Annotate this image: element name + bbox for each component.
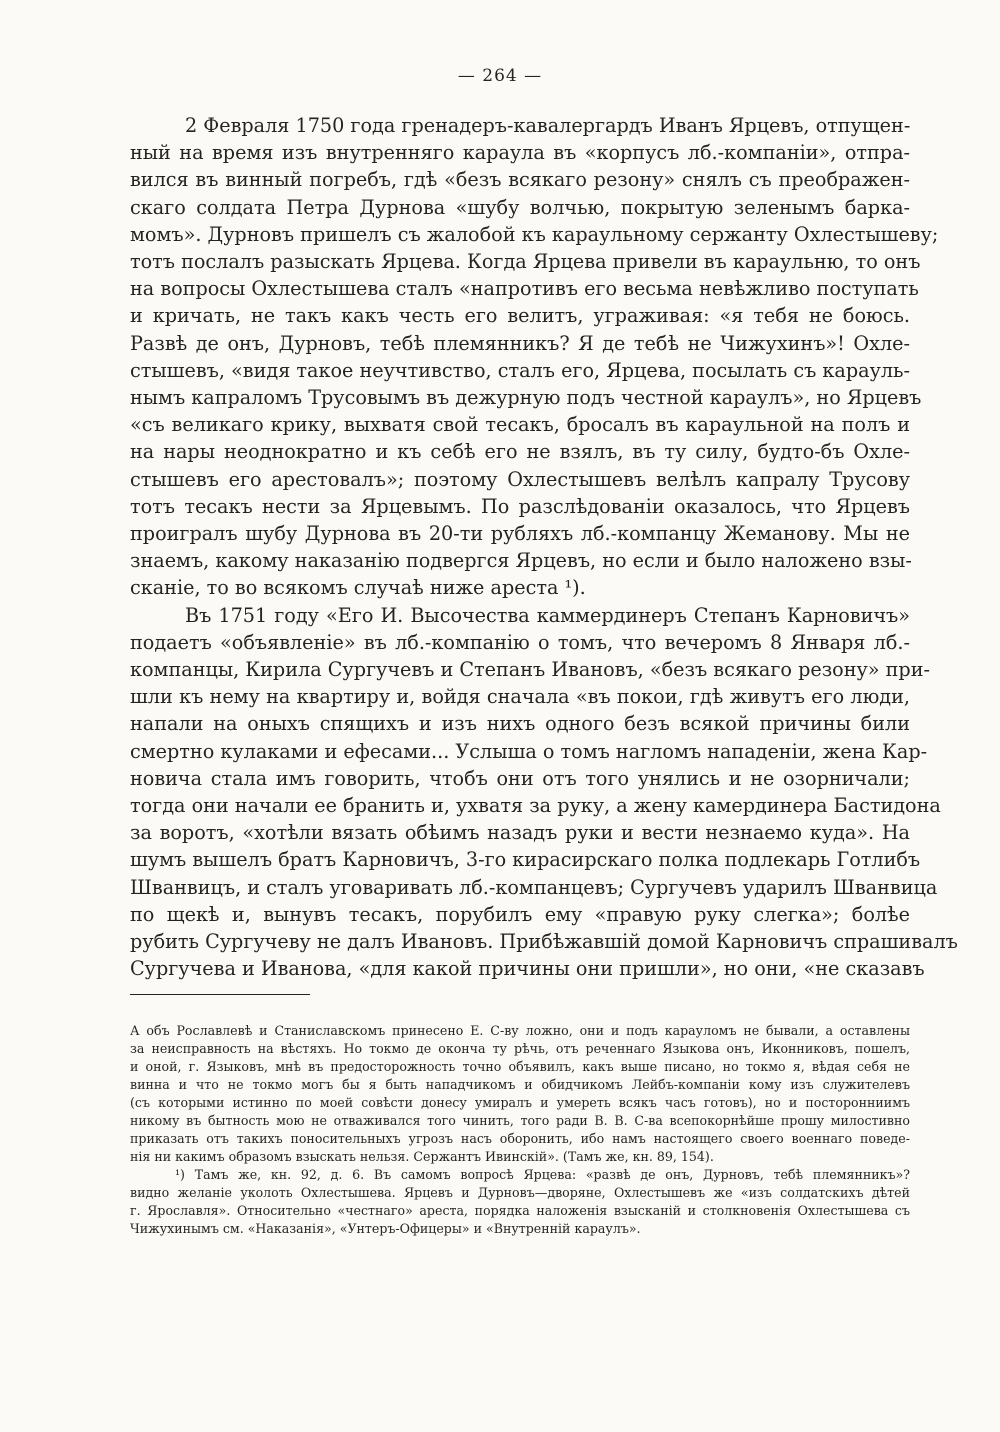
- text-line: Сургучева и Иванова, «для какой причины они пришли», но они, «не сказавъ: [130, 957, 925, 981]
- footnote-line: г. Ярославля». Относительно «честнагo» ареста, порядка наложенія взысканій и столкновенія Охлестышева съ: [130, 1203, 910, 1218]
- text-line: Шванвицъ, и сталъ уговаривать лб.-компанцевъ; Сургучевъ ударилъ Шванвица: [130, 875, 938, 899]
- footnote-line: за неисправность на вѣстяхъ. Но токмо де оконча ту рѣчь, отъ реченнаго Языкова онъ, Иконниковъ, пошелъ,: [130, 1041, 910, 1056]
- footnote-line: Чижухинымъ см. «Наказанія», «Унтеръ-Офицеры» и «Внутренній караулъ».: [130, 1221, 641, 1236]
- text-line: стышевъ, «видя такое неучтивство, сталъ его, Ярцева, посылать съ карауль-: [130, 358, 910, 382]
- text-line: скаго солдата Петра Дурнова «шубу волчью, покрытую зеленымъ барка-: [130, 195, 910, 219]
- footnote-divider: [130, 994, 310, 995]
- footnote-line: и оной, г. Языковъ, мнѣ въ предосторожность точно объявилъ, какъ выше писано, но токмо я, вѣдая себя не: [130, 1059, 910, 1074]
- text-line: смертно кулаками и ефесами... Услыша о томъ нагломъ нападеніи, жена Кар-: [130, 739, 928, 763]
- text-line: Развѣ де онъ, Дурновъ, тебѣ племянникъ? Я де тебѣ не Чижухинъ»! Охле-: [130, 331, 910, 355]
- footnote-line: А объ Рославлевѣ и Станиславскомъ принесено Е. С-ву ложно, они и подъ карауломъ не бывали, а оставлены: [130, 1023, 910, 1038]
- text-line: ный на время изъ внутренняго караула въ «корпусъ лб.-компаніи», отпра-: [130, 141, 910, 165]
- text-line: шумъ вышелъ братъ Карновичъ, 3-го кирасирскаго полка подлекарь Готлибъ: [130, 848, 921, 872]
- text-line: тотъ послалъ разыскать Ярцева. Когда Ярцева привели въ караульню, то онъ: [130, 250, 921, 274]
- footnote-line: никому въ бытность мою не отваживался того чинить, того ради В. В. С-ва всепокорнѣйше прошу милостивно: [130, 1113, 910, 1128]
- main-text: [130, 112, 958, 983]
- text-line: тогда они начали ее бранить и, ухватя за руку, а жену камердинера Бастидона: [130, 794, 941, 818]
- footnote-line: приказать отъ такихъ поносительныхъ угрозъ насъ оборонить, ибо намъ настоящего своего военнаго поведе-: [130, 1131, 910, 1146]
- text-line: напали на оныхъ спящихъ и изъ нихъ одного безъ всякой причины били: [130, 712, 910, 736]
- footnote-line: видно желаніе уколоть Охлестышева. Ярцевъ и Дурновъ—дворяне, Охлестышевъ же «изъ солдатскихъ дѣтей: [130, 1185, 910, 1200]
- text-line: за воротъ, «хотѣли вязать обѣимъ назадъ руки и вести незнаемо куда». На: [130, 821, 910, 845]
- footnote-line: нія ни какимъ образомъ взыскать нельзя. Сержантъ Ивинскій». (Тамъ же, кн. 89, 154).: [130, 1149, 714, 1164]
- text-line: Въ 1751 году «Его И. Высочества каммердинеръ Степанъ Карновичъ»: [185, 603, 910, 627]
- text-line: сканіе, то во всякомъ случаѣ ниже ареста ¹).: [130, 576, 586, 600]
- text-line: знаемъ, какому наказанію подвергся Ярцевъ, но если и было наложено взы-: [130, 549, 912, 573]
- text-line: рубить Сургучеву не далъ Ивановъ. Прибѣжавшій домой Карновичъ спрашивалъ: [130, 930, 958, 954]
- text-line: новича стала имъ говорить, чтобъ они отъ того унялись и не озорничали;: [130, 766, 910, 790]
- text-line: «съ великаго крику, выхватя свой тесакъ, бросалъ въ караульной на полъ и: [130, 413, 910, 437]
- text-line: на нары неоднократно и къ себѣ его не взялъ, въ ту силу, будто-бъ Охле-: [130, 440, 910, 464]
- page-number: — 264 —: [457, 66, 543, 86]
- text-line: шли къ нему на квартиру и, войдя сначала «въ покои, гдѣ живутъ его люди,: [130, 685, 910, 709]
- footnote-line: винна и что не токмо могъ бы я быть нападчикомъ и обидчикомъ Лейбъ-компаніи кому изъ служителевъ: [130, 1077, 910, 1092]
- text-line: 2 Февраля 1750 года гренадеръ-кавалергардъ Иванъ Ярцевъ, отпущен-: [185, 114, 911, 137]
- text-line: и кричать, не такъ какъ честь его велитъ, угрaживая: «я тебя не боюсь.: [130, 304, 910, 328]
- text-line: по щекѣ и, вынувъ тесакъ, порубилъ ему «правую руку слегка»; болѣе: [130, 902, 910, 926]
- text-line: тотъ тесакъ нести за Ярцевымъ. По разслѣдованіи оказалось, что Ярцевъ: [130, 494, 910, 518]
- footnotes: [130, 1022, 910, 1238]
- text-line: стышевъ его арестовалъ»; поэтому Охлестышевъ велѣлъ капралу Трусову: [130, 467, 910, 491]
- footnote-line: (съ которыми истинно по моей совѣсти донесу умиралъ и умереть всякъ часъ готовъ), но и посторонниимъ: [130, 1095, 910, 1110]
- text-line: вился въ винный погребъ, гдѣ «безъ всякаго резону» снялъ съ преображен-: [130, 168, 910, 192]
- text-line: компанцы, Кирила Сургучевъ и Степанъ Ивановъ, «безъ всякаго резону» при-: [130, 658, 930, 682]
- text-line: на вопросы Охлестышева сталъ «напротивъ его весьма невѣжливо поступать: [130, 277, 919, 301]
- text-line: момъ». Дурновъ пришелъ съ жалобой къ караульному сержанту Охлестышеву;: [130, 222, 939, 246]
- text-line: нымъ капраломъ Трусовымъ въ дежурную подъ честной караулъ», но Ярцевъ: [130, 386, 922, 410]
- text-line: подаетъ «объявленіе» въ лб.-компанію о томъ, что вечеромъ 8 Января лб.-: [130, 630, 910, 654]
- text-line: проигралъ шубу Дурнова въ 20-ти рубляхъ лб.-компанцу Жеманову. Мы не: [130, 522, 910, 546]
- footnote-line: ¹) Тамъ же, кн. 92, д. 6. Въ самомъ вопросѣ Ярцева: «развѣ де онъ, Дурновъ, тебѣ племянникъ»?: [175, 1167, 910, 1182]
